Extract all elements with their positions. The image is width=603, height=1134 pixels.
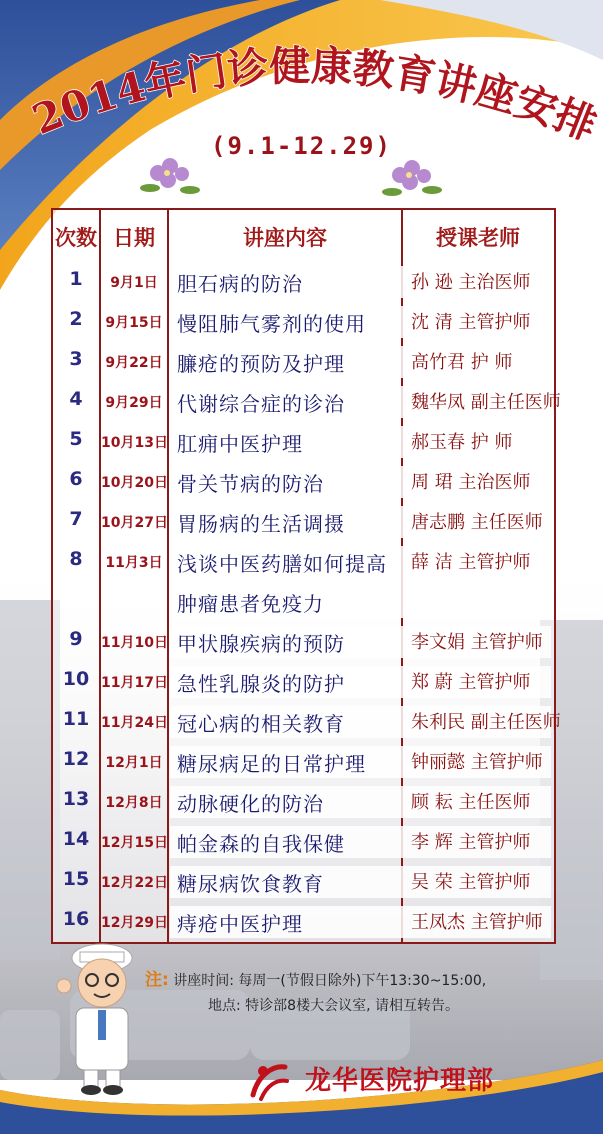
- row-date: 12月1日: [105, 755, 163, 771]
- row-date: 9月22日: [105, 355, 163, 371]
- row-number: 1: [69, 268, 83, 290]
- row-topic: 臁疮的预防及护理: [177, 352, 345, 376]
- row-topic: 动脉硬化的防治: [177, 792, 324, 816]
- row-number: 9: [69, 628, 83, 650]
- table-row: [53, 348, 554, 388]
- row-teacher: 钟丽懿 主管护师: [411, 752, 543, 773]
- row-teacher: 吴 荣 主管护师: [411, 872, 531, 893]
- row-date: 9月1日: [110, 275, 158, 291]
- row-topic: 骨关节病的防治: [177, 472, 324, 496]
- table-row: [53, 868, 554, 908]
- row-topic: 肛痈中医护理: [177, 432, 303, 456]
- row-number: 3: [69, 348, 83, 370]
- row-number: 14: [62, 828, 90, 850]
- table-row: [53, 748, 554, 788]
- row-topic-continued: 肿瘤患者免疫力: [177, 592, 324, 616]
- row-topic: 急性乳腺炎的防护: [177, 672, 345, 696]
- row-topic: 帕金森的自我保健: [177, 832, 345, 856]
- row-date: 10月13日: [101, 435, 168, 451]
- row-topic: 冠心病的相关教育: [177, 712, 345, 736]
- row-topic: 痔疮中医护理: [177, 912, 303, 936]
- row-number: 10: [62, 668, 90, 690]
- header-number: 次数: [55, 226, 97, 250]
- row-teacher: 王凤杰 主管护师: [411, 912, 543, 933]
- table-row: [53, 708, 561, 748]
- row-date: 11月17日: [101, 675, 168, 691]
- row-number: 6: [69, 468, 83, 490]
- row-number: 4: [69, 388, 83, 410]
- table-row: [53, 468, 554, 508]
- row-topic: 慢阻肺气雾剂的使用: [177, 312, 366, 336]
- table-row: [53, 508, 554, 548]
- note-time: 讲座时间: 每周一(节假日除外)下午13:30~15:00,: [173, 973, 487, 989]
- row-number: 7: [69, 508, 83, 530]
- row-teacher: 李 辉 主管护师: [411, 832, 531, 853]
- row-number: 8: [69, 548, 83, 570]
- row-date: 11月10日: [101, 635, 168, 651]
- row-number: 12: [62, 748, 90, 770]
- table-row: [53, 428, 554, 468]
- doctor-mascot-icon: [52, 938, 152, 1098]
- table-header: [53, 210, 554, 262]
- title-text: 年门诊健康教育讲座安排: [140, 41, 603, 150]
- header-topic: 讲座内容: [243, 226, 327, 250]
- row-teacher: 郑 蔚 主管护师: [411, 672, 531, 693]
- row-teacher: 高竹君 护 师: [411, 352, 513, 373]
- table-row: [53, 548, 554, 628]
- row-topic: 糖尿病饮食教育: [177, 872, 324, 896]
- row-teacher: 顾 耘 主任医师: [411, 792, 531, 813]
- date-range-subtitle: (9.1-12.29): [211, 132, 392, 160]
- header-teacher: 授课老师: [436, 226, 520, 250]
- row-date: 9月29日: [105, 395, 163, 411]
- row-number: 15: [62, 868, 90, 890]
- row-number: 11: [62, 708, 90, 730]
- row-date: 10月27日: [101, 515, 168, 531]
- row-teacher: 薛 洁 主管护师: [411, 552, 531, 573]
- row-date: 12月29日: [101, 915, 168, 931]
- table-row: [53, 308, 554, 348]
- note-label: 注:: [145, 970, 169, 990]
- row-date: 10月20日: [101, 475, 168, 491]
- row-topic: 胆石病的防治: [177, 272, 303, 296]
- poster-title: [0, 0, 603, 150]
- table-row: [53, 668, 554, 708]
- row-date: 11月3日: [105, 555, 163, 571]
- row-date: 11月24日: [101, 715, 168, 731]
- row-topic: 糖尿病足的日常护理: [177, 752, 366, 776]
- table-row: [53, 828, 554, 868]
- row-number: 2: [69, 308, 83, 330]
- row-teacher: 沈 清 主管护师: [411, 312, 531, 333]
- row-topic: 代谢综合症的诊治: [177, 392, 345, 416]
- table-row: [53, 268, 554, 308]
- table-row: [53, 388, 561, 428]
- flower-icon: [138, 148, 208, 208]
- table-row: [53, 788, 554, 828]
- row-number: 16: [62, 908, 90, 930]
- row-date: 9月15日: [105, 315, 163, 331]
- row-teacher: 周 珺 主治医师: [411, 472, 531, 493]
- row-number: 13: [62, 788, 90, 810]
- row-topic: 浅谈中医药膳如何提高: [177, 552, 387, 576]
- row-topic: 胃肠病的生活调摄: [177, 512, 345, 536]
- title-year: 2014: [25, 62, 151, 145]
- row-teacher: 孙 逊 主治医师: [411, 272, 531, 293]
- row-teacher: 李文娟 主管护师: [411, 632, 543, 653]
- header-date: 日期: [113, 226, 155, 250]
- hospital-department-name: 龙华医院护理部: [305, 1066, 495, 1096]
- row-teacher: 郝玉春 护 师: [411, 432, 513, 453]
- row-topic: 甲状腺疾病的预防: [177, 632, 345, 656]
- table-row: [53, 628, 554, 668]
- lecture-location-note: 地点: 特诊部8楼大会议室, 请相互转告。: [208, 998, 459, 1014]
- row-number: 5: [69, 428, 83, 450]
- flower-icon: [378, 150, 448, 210]
- row-date: 12月15日: [101, 835, 168, 851]
- hospital-logo-icon: [243, 1055, 293, 1105]
- row-date: 12月22日: [101, 875, 168, 891]
- row-teacher: 朱利民 副主任医师: [411, 712, 561, 733]
- row-teacher: 魏华凤 副主任医师: [411, 392, 561, 413]
- row-teacher: 唐志鹏 主任医师: [411, 512, 543, 533]
- lecture-time-note: [145, 965, 486, 990]
- row-date: 12月8日: [105, 795, 163, 811]
- lecture-schedule-table: [51, 208, 561, 944]
